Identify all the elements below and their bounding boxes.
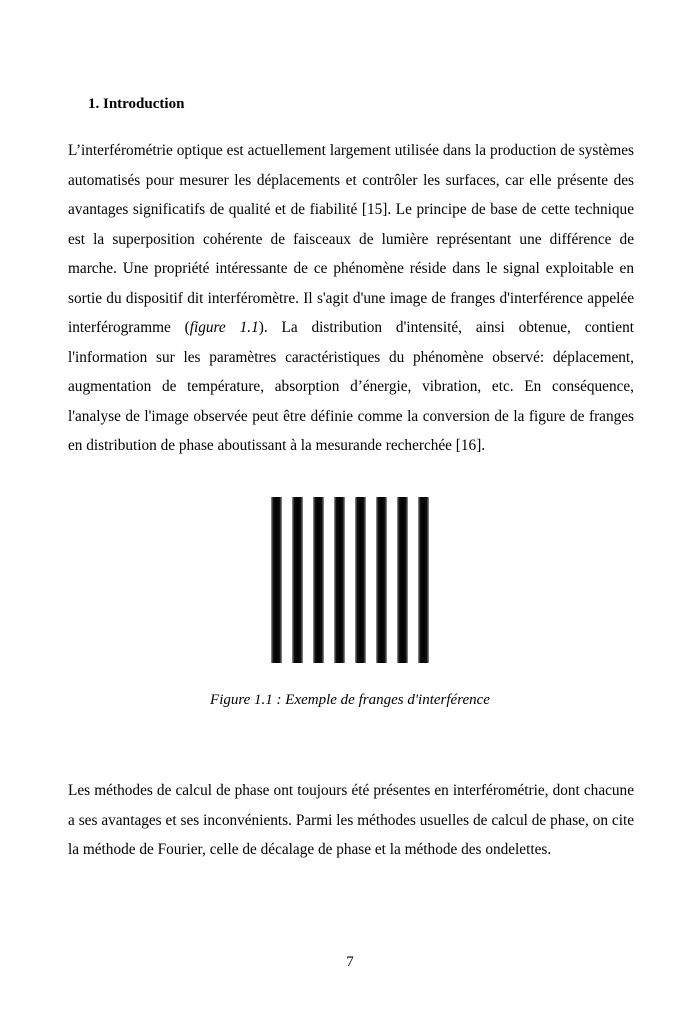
figure-caption: Figure 1.1 : Exemple de franges d'interférence [210, 692, 490, 708]
fringe-band [292, 497, 303, 663]
fringe-band [313, 497, 324, 663]
fringe-band [334, 497, 345, 663]
fringe-band [271, 497, 282, 663]
figure-reference: figure 1.1 [189, 319, 259, 336]
intro-paragraph [68, 136, 634, 461]
interference-fringes-figure [269, 497, 431, 663]
section-heading: 1. Introduction [88, 96, 185, 112]
intro-text-part1: L’interférométrie optique est actuellement largement utilisée dans la production de systèmes automatisés pour mesurer les déplacements et contrôler les surfaces, car elle présente des avantages significatifs de qualité et de fiabilité [15]. Le principe de base de cette technique est la superposition cohérente de faisceaux de lumière représentant une différence de marche. Une propriété intéressante de ce phénomène réside dans le signal exploitable en sortie du dispositif dit interféromètre. Il s'agit d'une image de franges d'interférence appelée interférogramme ( [68, 142, 634, 336]
fringe-band [397, 497, 408, 663]
fringe-band [376, 497, 387, 663]
intro-text-part2: ). La distribution d'intensité, ainsi obtenue, contient l'information sur les paramètres caractéristiques du phénomène observé: déplacement, augmentation de température, absorption d’énergie, vibration, etc. En conséquence, l'analyse de l'image observée peut être définie comme la conversion de la figure de franges en distribution de phase aboutissant à la mesurande recherchée [16]. [68, 319, 634, 454]
fringe-band [418, 497, 429, 663]
page-number: 7 [346, 954, 354, 970]
fringe-band [355, 497, 366, 663]
methods-paragraph: Les méthodes de calcul de phase ont toujours été présentes en interférométrie, dont chacune a ses avantages et ses inconvénients. Parmi les méthodes usuelles de calcul de phase, on cite la méthode de Fourier, celle de décalage de phase et la méthode des ondelettes. [68, 782, 634, 858]
